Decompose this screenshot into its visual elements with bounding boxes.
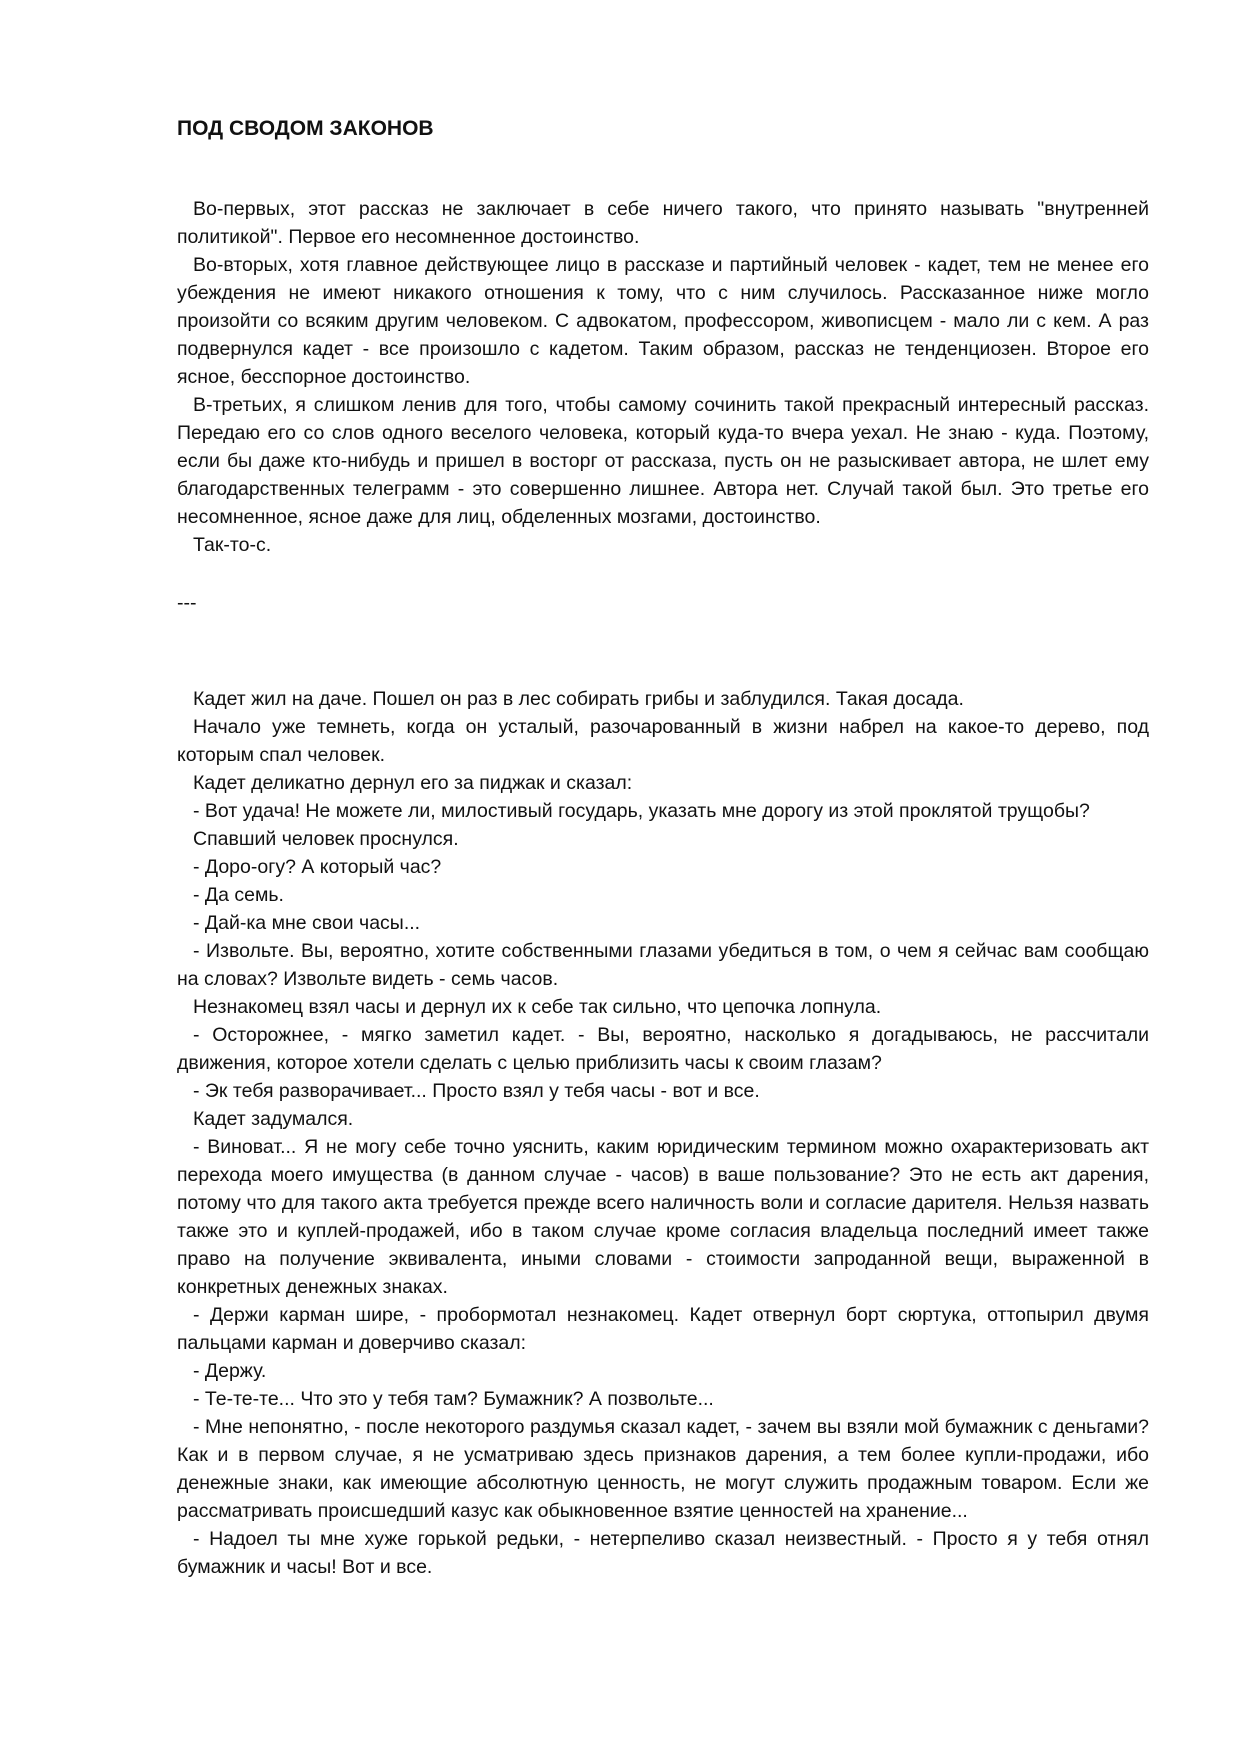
story-paragraph: Спавший человек проснулся. xyxy=(193,828,459,850)
story-paragraph: - Осторожнее, - мягко заметил кадет. - Вы, вероятно, насколько я догадываюсь, не рассчитали движения, которое хотели сделать с целью приблизить часы к своим глазам? xyxy=(177,1024,1149,1074)
story-paragraph: - Мне непонятно, - после некоторого раздумья сказал кадет, - зачем вы взяли мой бумажник с деньгами? Как и в первом случае, я не усматриваю здесь признаков дарения, а тем более купли-продажи, ибо денежные знаки, как имеющие абсолютную ценность, не могут служить продажным товаром. Если же рассматривать происшедший казус как обыкновенное взятие ценностей на хранение... xyxy=(177,1416,1149,1522)
intro-section xyxy=(177,195,1149,559)
story-paragraph: Кадет задумался. xyxy=(193,1108,354,1130)
story-paragraph: Незнакомец взял часы и дернул их к себе так сильно, что цепочка лопнула. xyxy=(193,996,882,1018)
story-paragraph: - Надоел ты мне хуже горькой редьки, - нетерпеливо сказал неизвестный. - Просто я у тебя отнял бумажник и часы! Вот и все. xyxy=(177,1528,1149,1578)
story-paragraph: - Те-те-те... Что это у тебя там? Бумажник? А позвольте... xyxy=(193,1388,714,1410)
document-page xyxy=(177,115,1149,1581)
story-paragraph: - Эк тебя разворачивает... Просто взял у тебя часы - вот и все. xyxy=(193,1080,760,1102)
story-paragraph: - Извольте. Вы, вероятно, хотите собственными глазами убедиться в том, о чем я сейчас вам сообщаю на словах? Извольте видеть - семь часов. xyxy=(177,940,1149,990)
story-section xyxy=(177,685,1149,1581)
story-paragraph: - Виноват... Я не могу себе точно уяснить, каким юридическим термином можно охарактеризовать акт перехода моего имущества (в данном случае - часов) в ваше пользование? Это не есть акт дарения, потому что для такого акта требуется прежде всего наличность воли и согласие дарителя. Нельзя назвать также это и куплей-продажей, ибо в таком случае кроме согласия владельца последний имеет также право на получение эквивалента, иными словами - стоимости запроданной вещи, выраженной в конкретных денежных знаках. xyxy=(177,1136,1149,1298)
story-paragraph: Начало уже темнеть, когда он усталый, разочарованный в жизни набрел на какое-то дерево, под которым спал человек. xyxy=(177,716,1149,766)
intro-paragraph: Во-вторых, хотя главное действующее лицо в рассказе и партийный человек - кадет, тем не менее его убеждения не имеют никакого отношения к тому, что с ним случилось. Рассказанное ниже могло произойти со всяким другим человеком. С адвокатом, профессором, живописцем - мало ли с кем. А раз подвернулся кадет - все произошло с кадетом. Таким образом, рассказ не тенденциозен. Второе его ясное, бесспорное достоинство. xyxy=(177,254,1149,388)
story-paragraph: - Да семь. xyxy=(193,884,284,906)
story-paragraph: - Вот удача! Не можете ли, милостивый государь, указать мне дорогу из этой проклятой трущобы? xyxy=(193,800,1090,822)
story-paragraph: - Держи карман шире, - пробормотал незнакомец. Кадет отвернул борт сюртука, оттопырил двумя пальцами карман и доверчиво сказал: xyxy=(177,1304,1149,1354)
section-separator: --- xyxy=(177,592,197,614)
story-paragraph: - Доро-огу? А который час? xyxy=(193,856,442,878)
story-paragraph: Кадет деликатно дернул его за пиджак и сказал: xyxy=(193,772,633,794)
story-paragraph: Кадет жил на даче. Пошел он раз в лес собирать грибы и заблудился. Такая досада. xyxy=(193,688,964,710)
document-title: ПОД СВОДОМ ЗАКОНОВ xyxy=(177,117,434,140)
story-paragraph: - Держу. xyxy=(193,1360,267,1382)
story-paragraph: - Дай-ка мне свои часы... xyxy=(193,912,421,934)
intro-paragraph: В-третьих, я слишком ленив для того, чтобы самому сочинить такой прекрасный интересный рассказ. Передаю его со слов одного веселого человека, который куда-то вчера уехал. Не знаю - куда. Поэтому, если бы даже кто-нибудь и пришел в восторг от рассказа, пусть он не разыскивает автора, не шлет ему благодарственных телеграмм - это совершенно лишнее. Автора нет. Случай такой был. Это третье его несомненное, ясное даже для лиц, обделенных мозгами, достоинство. xyxy=(177,394,1149,528)
intro-paragraph: Так-то-с. xyxy=(193,534,272,556)
intro-paragraph: Во-первых, этот рассказ не заключает в себе ничего такого, что принято называть "внутренней политикой". Первое его несомненное достоинство. xyxy=(177,198,1149,248)
